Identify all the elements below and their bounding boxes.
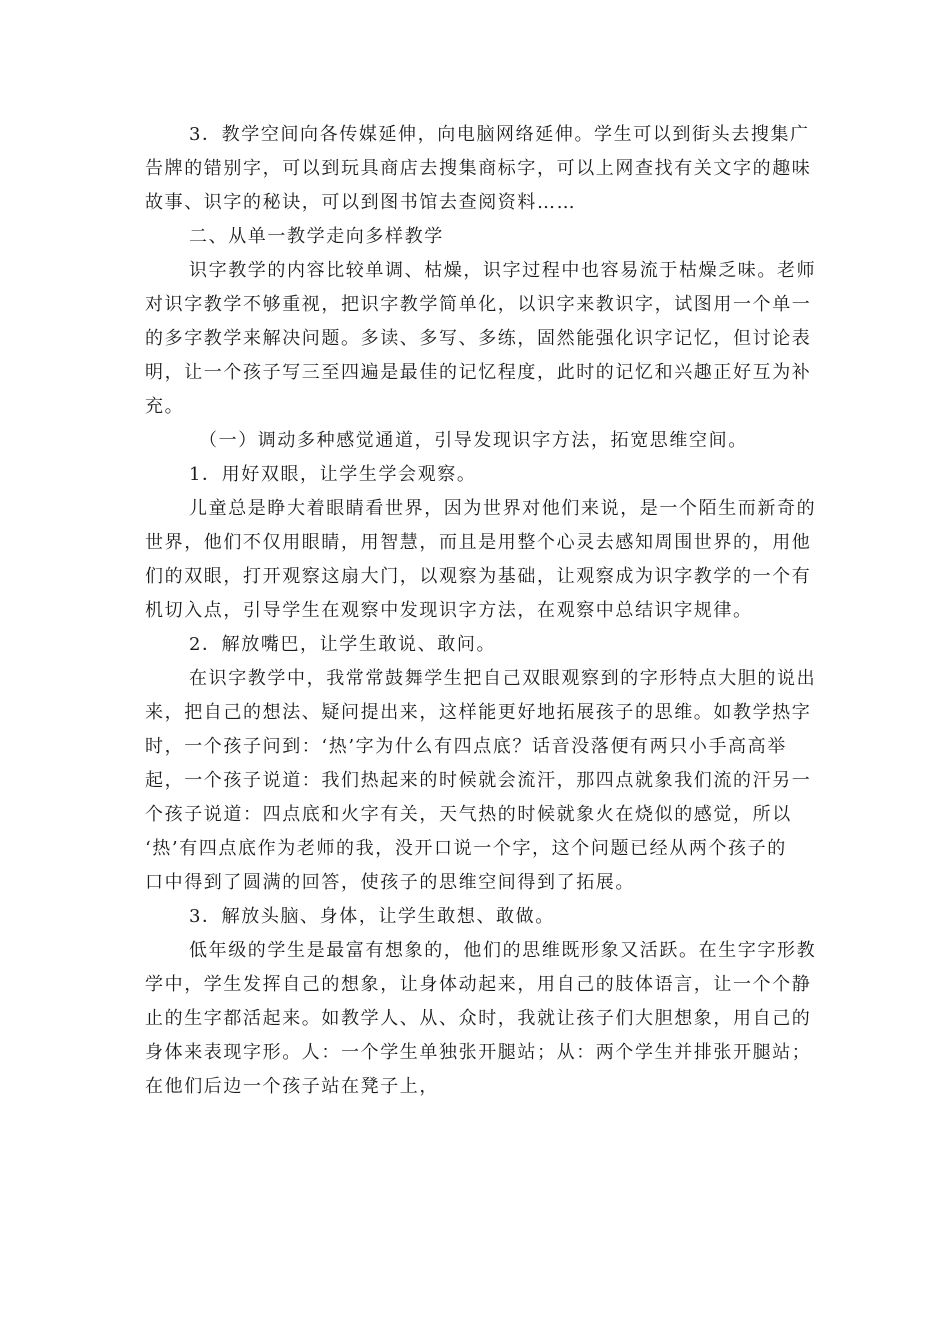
text-line: 来，把自己的想法、疑问提出来，这样能更好地拓展孩子的思维。如教学热字: [145, 702, 812, 723]
text-line: 充。: [145, 396, 185, 417]
text-line: 们的双眼，打开观察这扇大门，以观察为基础，让观察成为识字教学的一个有: [145, 566, 812, 587]
section-heading: 二、从单一教学走向多样教学: [189, 226, 444, 247]
text-line: 口中得到了圆满的回答，使孩子的思维空间得到了拓展。: [145, 872, 635, 893]
text-line: ‘热’有四点底作为老师的我，没开口说一个字，这个问题已经从两个孩子的: [145, 838, 787, 859]
text-line: 的多字教学来解决问题。多读、多写、多练，固然能强化识字记忆，但讨论表: [145, 328, 812, 349]
text-line: 告牌的错别字，可以到玩具商店去搜集商标字，可以上网查找有关文字的趣味: [145, 158, 812, 179]
text-line: 学中，学生发挥自己的想象，让身体动起来，用自己的肢体语言，让一个个静: [145, 974, 812, 995]
document-page: [145, 118, 817, 1104]
item-heading: 1．用好双眼，让学生学会观察。: [189, 464, 477, 485]
subsection-heading: （一）调动多种感觉通道，引导发现识字方法，拓宽思维空间。: [199, 430, 748, 451]
text-line: 世界，他们不仅用眼睛，用智慧，而且是用整个心灵去感知周围世界的，用他: [145, 532, 812, 553]
text-line: 识字教学的内容比较单调、枯燥，识字过程中也容易流于枯燥乏味。老师: [189, 260, 817, 281]
text-line: 身体来表现字形。人：一个学生单独张开腿站；从：两个学生并排张开腿站；: [145, 1042, 812, 1063]
text-line: 时，一个孩子问到：‘热’字为什么有四点底？话音没落便有两只小手高高举: [145, 736, 787, 757]
text-line: 故事、识字的秘诀，可以到图书馆去查阅资料……: [145, 192, 577, 213]
item-heading: 3．解放头脑、身体，让学生敢想、敢做。: [189, 906, 555, 927]
text-line: 个孩子说道：四点底和火字有关，天气热的时候就象火在烧似的感觉，所以: [145, 804, 792, 825]
text-line: 在识字教学中，我常常鼓舞学生把自己双眼观察到的字形特点大胆的说出: [189, 668, 817, 689]
text-line: 儿童总是睁大着眼睛看世界，因为世界对他们来说，是一个陌生而新奇的: [189, 498, 817, 519]
text-line: 3．教学空间向各传媒延伸，向电脑网络延伸。学生可以到街头去搜集广: [189, 124, 810, 145]
item-heading: 2．解放嘴巴，让学生敢说、敢问。: [189, 634, 497, 655]
text-line: 在他们后边一个孩子站在凳子上，: [145, 1076, 439, 1097]
text-line: 止的生字都活起来。如教学人、从、众时，我就让孩子们大胆想象，用自己的: [145, 1008, 812, 1029]
text-line: 对识字教学不够重视，把识字教学简单化，以识字来教识字，试图用一个单一: [145, 294, 812, 315]
text-line: 低年级的学生是最富有想象的，他们的思维既形象又活跃。在生字字形教: [189, 940, 817, 961]
text-line: 起，一个孩子说道：我们热起来的时候就会流汗，那四点就象我们流的汗另一: [145, 770, 812, 791]
text-line: 机切入点，引导学生在观察中发现识字方法，在观察中总结识字规律。: [145, 600, 753, 621]
text-line: 明，让一个孩子写三至四遍是最佳的记忆程度，此时的记忆和兴趣正好互为补: [145, 362, 812, 383]
